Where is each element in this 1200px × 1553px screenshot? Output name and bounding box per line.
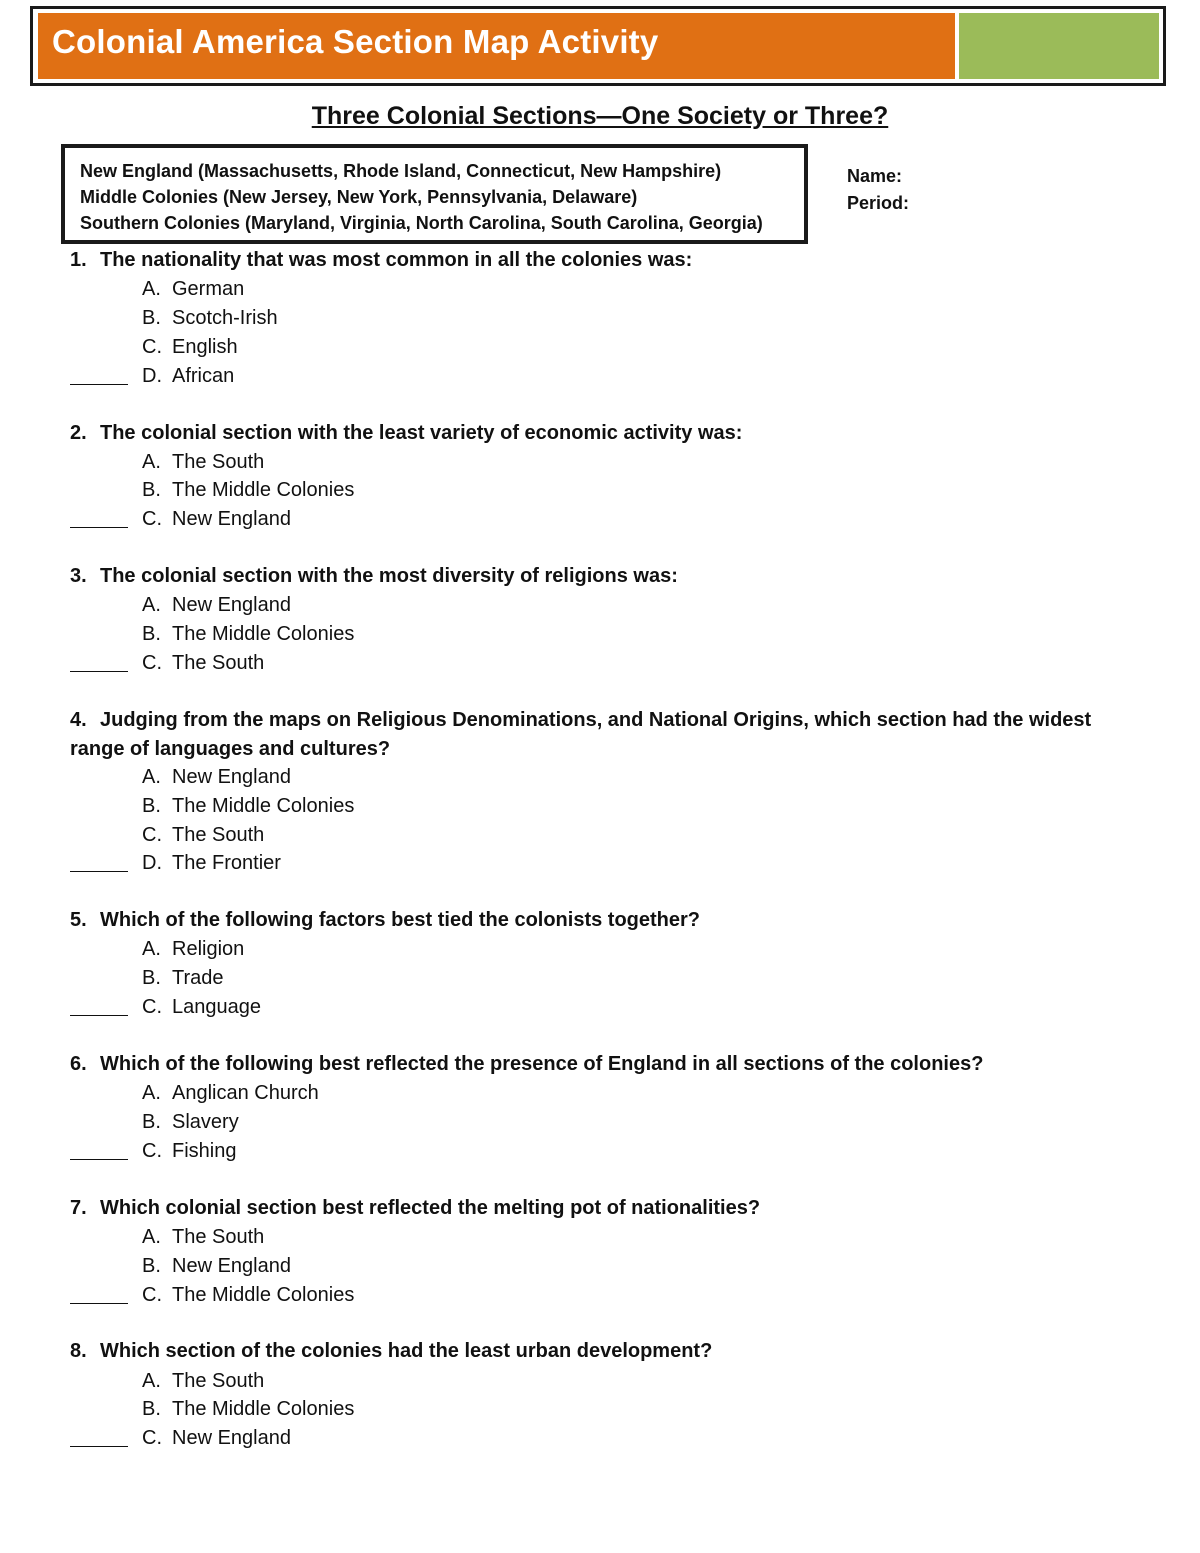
question-text: Judging from the maps on Religious Denominations, and National Origins, which section had the widest range of languages and cultures? (70, 709, 1092, 760)
question-number: 8. (70, 1340, 87, 1362)
choice-text: German (172, 278, 245, 300)
question (70, 1337, 1130, 1366)
choice-text: New England (172, 766, 291, 788)
worksheet-subtitle: Three Colonial Sections—One Society or Three? (311, 102, 889, 130)
choice-text: The Middle Colonies (172, 623, 355, 645)
choice-letter: B. (142, 307, 161, 329)
choice-letter: A. (142, 938, 161, 960)
choice-letter: B. (142, 1111, 161, 1133)
answer-blank[interactable] (70, 1284, 128, 1304)
choice-letter: B. (142, 479, 161, 501)
choice-text: Language (172, 996, 261, 1018)
choice-text: New England (172, 594, 291, 616)
choice-text: Slavery (172, 1111, 239, 1133)
choice-text: The Middle Colonies (172, 1284, 355, 1306)
question-text: The colonial section with the least variety of economic activity was: (100, 422, 743, 444)
choice-text: The South (172, 1370, 265, 1392)
choice-letter: A. (142, 1226, 161, 1248)
choice-text: African (172, 365, 235, 387)
choice-text: The South (172, 652, 265, 674)
choice-letter: A. (142, 278, 161, 300)
choice-letter: B. (142, 1255, 161, 1277)
question-text: The nationality that was most common in all the colonies was: (100, 249, 693, 271)
choice-text: Religion (172, 938, 245, 960)
question-number: 5. (70, 909, 87, 931)
choice-letter: D. (142, 365, 162, 387)
page-title: Colonial America Section Map Activity (52, 23, 659, 60)
question (70, 419, 1130, 448)
answer-blank[interactable] (70, 1140, 128, 1160)
choice-letter: C. (142, 1140, 162, 1162)
choice-letter: A. (142, 594, 161, 616)
choice-letter: B. (142, 967, 161, 989)
question-number: 4. (70, 709, 87, 731)
choice-text: The Middle Colonies (172, 795, 355, 817)
choice-text: Fishing (172, 1140, 237, 1162)
answer-blank[interactable] (70, 852, 128, 872)
choice-letter: C. (142, 1427, 162, 1449)
answer-blank[interactable] (70, 652, 128, 672)
student-info (847, 163, 909, 217)
choice-letter: C. (142, 824, 162, 846)
answer-blank[interactable] (70, 365, 128, 385)
choice-letter: A. (142, 1082, 161, 1104)
choice-letter: C. (142, 336, 162, 358)
question-number: 2. (70, 422, 87, 444)
choice-text: The Frontier (172, 852, 281, 874)
question (70, 246, 1130, 275)
banner-orange-block (38, 13, 955, 79)
section-new-england: New England (Massachusetts, Rhode Island, Connecticut, New Hampshire) (80, 161, 722, 181)
choice-text: The Middle Colonies (172, 479, 355, 501)
choice-letter: C. (142, 508, 162, 530)
choice-letter: B. (142, 1398, 161, 1420)
choice-text: The South (172, 451, 265, 473)
question (70, 562, 1130, 591)
choice-text: New England (172, 508, 291, 530)
choice-text: New England (172, 1255, 291, 1277)
choice-text: New England (172, 1427, 291, 1449)
choice-text: Anglican Church (172, 1082, 319, 1104)
choice-letter: C. (142, 996, 162, 1018)
section-southern-colonies: Southern Colonies (Maryland, Virginia, North Carolina, South Carolina, Georgia) (80, 213, 763, 233)
question-number: 6. (70, 1053, 87, 1075)
choice-text: Scotch-Irish (172, 307, 278, 329)
banner-green-block (959, 13, 1159, 79)
question-number: 7. (70, 1197, 87, 1219)
choice-text: The South (172, 824, 265, 846)
choice-text: Trade (172, 967, 224, 989)
question (70, 706, 1130, 764)
question-text: The colonial section with the most diversity of religions was: (100, 565, 678, 587)
question-text: Which colonial section best reflected the melting pot of nationalities? (100, 1197, 761, 1219)
choice-letter: A. (142, 766, 161, 788)
answer-blank[interactable] (70, 1427, 128, 1447)
section-middle-colonies: Middle Colonies (New Jersey, New York, Pennsylvania, Delaware) (80, 187, 638, 207)
choice-letter: A. (142, 1370, 161, 1392)
choice-text: The Middle Colonies (172, 1398, 355, 1420)
question (70, 1194, 1130, 1223)
question (70, 906, 1130, 935)
question-number: 3. (70, 565, 87, 587)
period-label: Period: (847, 193, 910, 213)
choice-letter: C. (142, 1284, 162, 1306)
choice-letter: A. (142, 451, 161, 473)
choice-letter: B. (142, 795, 161, 817)
answer-blank[interactable] (70, 996, 128, 1016)
question-text: Which section of the colonies had the least urban development? (100, 1340, 713, 1362)
question-number: 1. (70, 249, 87, 271)
name-label: Name: (847, 166, 903, 186)
answer-blank[interactable] (70, 508, 128, 528)
choice-letter: D. (142, 852, 162, 874)
question-text: Which of the following best reflected the presence of England in all sections of the colonies? (100, 1053, 984, 1075)
question-text: Which of the following factors best tied the colonists together? (100, 909, 701, 931)
choice-text: The South (172, 1226, 265, 1248)
sections-box (61, 144, 808, 244)
title-banner (30, 6, 1166, 86)
choice-letter: C. (142, 652, 162, 674)
question (70, 1050, 1130, 1079)
choice-text: English (172, 336, 238, 358)
choice-letter: B. (142, 623, 161, 645)
